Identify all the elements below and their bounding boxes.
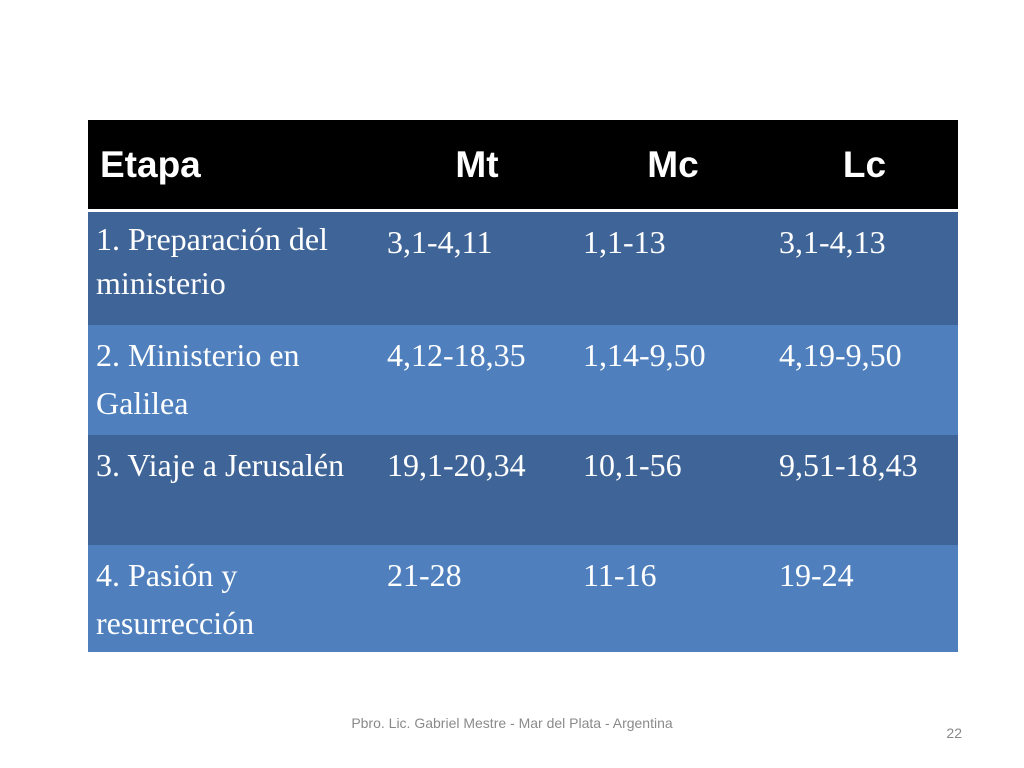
mc-cell: 10,1-56 — [575, 435, 771, 545]
header-lc: Lc — [771, 120, 958, 212]
table-row — [88, 435, 958, 545]
footer-author: Pbro. Lic. Gabriel Mestre - Mar del Plata - Argentina — [351, 715, 673, 731]
lc-cell: 4,19-9,50 — [771, 325, 958, 435]
mt-cell: 4,12-18,35 — [379, 325, 575, 435]
mt-cell: 21-28 — [379, 545, 575, 652]
etapa-cell: 3. Viaje a Jerusalén — [88, 435, 379, 545]
etapa-cell: 4. Pasión y resurrección — [88, 545, 379, 652]
table-header-row — [88, 120, 958, 212]
page-number: 22 — [946, 725, 962, 741]
lc-cell: 3,1-4,13 — [771, 212, 958, 325]
mc-cell: 11-16 — [575, 545, 771, 652]
table-row — [88, 325, 958, 435]
lc-cell: 19-24 — [771, 545, 958, 652]
mt-cell: 3,1-4,11 — [379, 212, 575, 325]
gospel-stages-table — [88, 120, 958, 652]
etapa-cell: 1. Preparación del ministerio — [88, 212, 379, 325]
table-row — [88, 545, 958, 652]
header-mt: Mt — [379, 120, 575, 212]
etapa-cell: 2. Ministerio en Galilea — [88, 325, 379, 435]
table-row — [88, 212, 958, 325]
header-mc: Mc — [575, 120, 771, 212]
mt-cell: 19,1-20,34 — [379, 435, 575, 545]
lc-cell: 9,51-18,43 — [771, 435, 958, 545]
header-etapa: Etapa — [88, 120, 379, 212]
mc-cell: 1,1-13 — [575, 212, 771, 325]
mc-cell: 1,14-9,50 — [575, 325, 771, 435]
